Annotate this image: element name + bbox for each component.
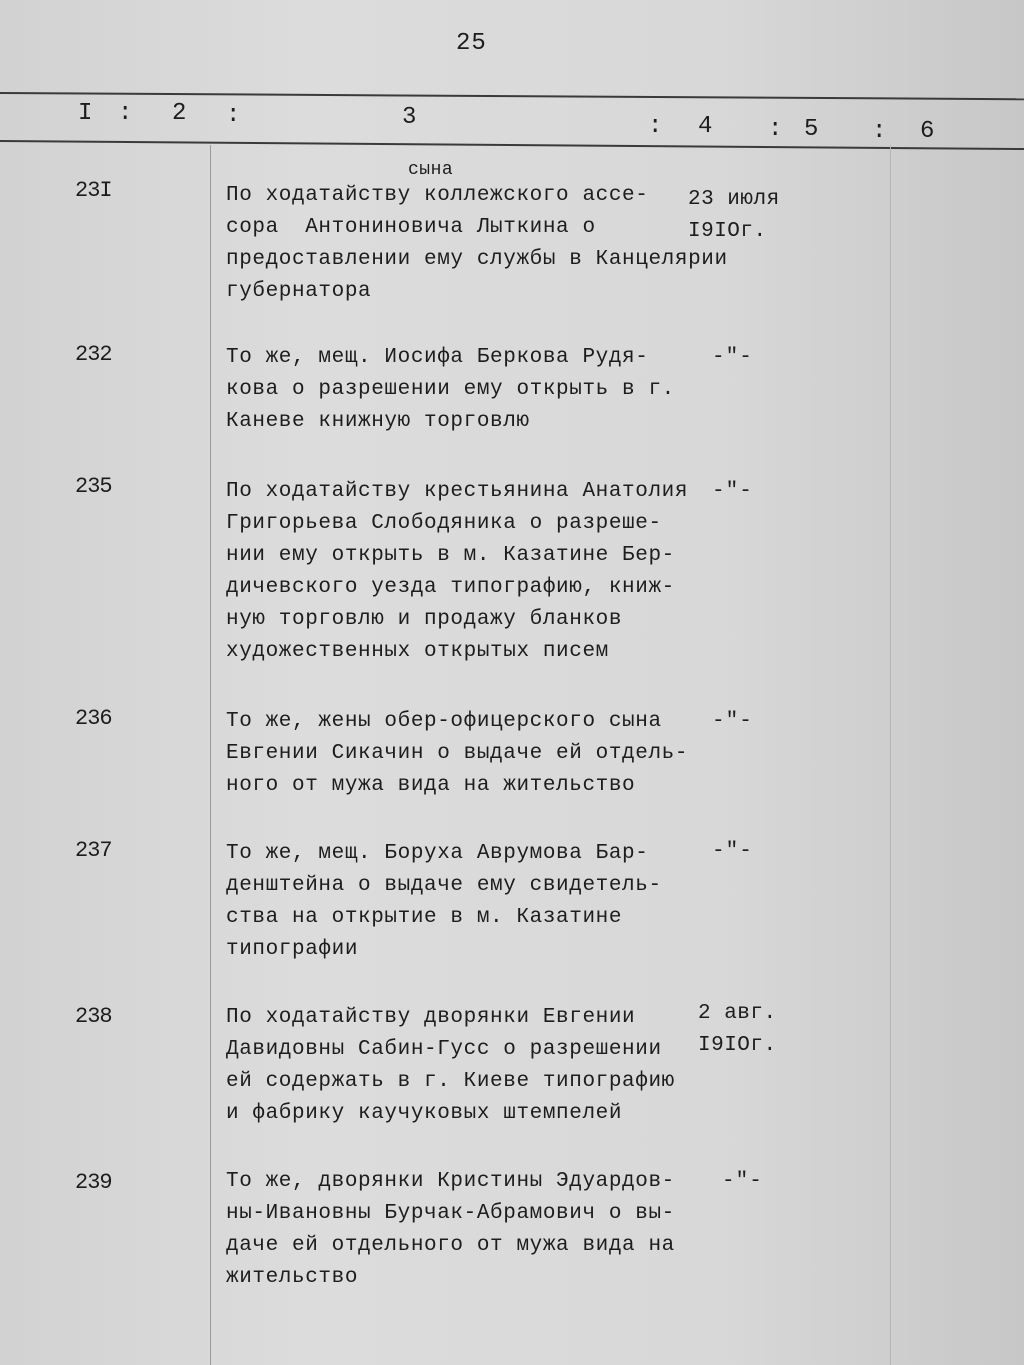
insertion-note: сына: [408, 160, 454, 180]
header-col-5: 5: [804, 116, 819, 143]
entry-number: 23I: [75, 178, 112, 203]
entry-number: 235: [75, 474, 112, 499]
header-sep-4: :: [768, 116, 783, 143]
entry-date: 2 авг. I9IОг.: [698, 1002, 777, 1057]
header-col-3: 3: [402, 104, 417, 131]
header-col-6: 6: [920, 118, 935, 145]
entry-number: 239: [75, 1170, 112, 1195]
header-col-1: I: [78, 100, 93, 127]
entry-number: 237: [75, 838, 112, 863]
entry-number: 238: [75, 1004, 112, 1029]
entry-description: По ходатайству крестьянина Анатолия Григорьева Слободяника о разреше- нии ему открыть в м. Казатине Бер- дичевского уезда типографию, книж- ную торговлю и продажу бланков художественных открытых писем: [226, 480, 689, 663]
header-sep-5: :: [872, 118, 887, 145]
entry-description: То же, дворянки Кристины Эдуардов- ны-Ивановны Бурчак-Абрамович о вы- даче ей отдельного от мужа вида на жительство: [226, 1170, 675, 1289]
entry-ditto: -"-: [722, 1170, 763, 1193]
entry-ditto: -"-: [712, 480, 753, 503]
header-sep-2: :: [226, 102, 241, 129]
header-sep-1: :: [118, 100, 133, 127]
entry-ditto: -"-: [712, 840, 753, 863]
header-col-2: 2: [172, 100, 187, 127]
header-sep-3: :: [648, 113, 663, 140]
column-separator: [210, 145, 211, 1365]
column-separator: [890, 145, 891, 1365]
entry-ditto: -"-: [712, 346, 753, 369]
header-top-rule: [0, 92, 1024, 100]
entry-description: То же, жены обер-офицерского сына Евгении Сикачин о выдаче ей отдель- ного от мужа вида на жительство: [226, 710, 689, 797]
entry-date: 23 июля I9IОг.: [688, 188, 780, 243]
entry-description: По ходатайству коллежского ассе- сора Антониновича Лыткина о предоставлении ему службы в Канцелярии губернатора: [226, 184, 728, 303]
entry-number: 236: [75, 706, 112, 731]
header-bottom-rule: [0, 140, 1024, 150]
page-number: 25: [456, 30, 487, 57]
entry-ditto: -"-: [712, 710, 753, 733]
header-col-4: 4: [698, 113, 713, 140]
entry-number: 232: [75, 342, 112, 367]
entry-description: То же, мещ. Иосифа Беркова Рудя- кова о разрешении ему открыть в г. Каневе книжную торговлю: [226, 346, 675, 433]
entry-description: По ходатайству дворянки Евгении Давидовны Сабин-Гусс о разрешении ей содержать в г. Киеве типографию и фабрику каучуковых штемпелей: [226, 1006, 675, 1125]
entry-description: То же, мещ. Боруха Аврумова Бар- денштейна о выдаче ему свидетель- ства на открытие в м. Казатине типографии: [226, 842, 662, 961]
